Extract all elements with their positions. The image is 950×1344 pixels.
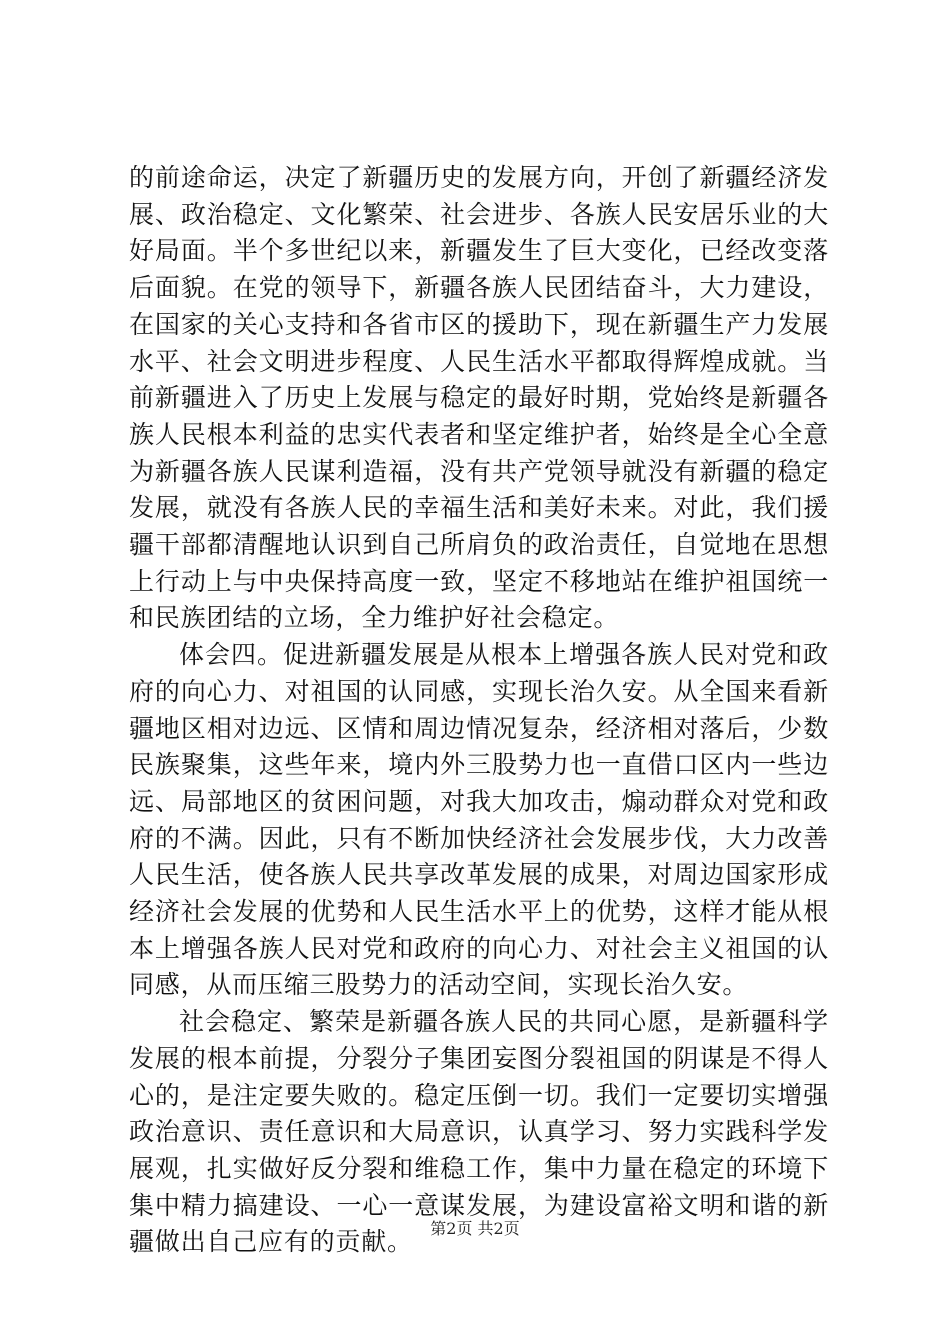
paragraph-insight-four: 体会四。促进新疆发展是从根本上增强各族人民对党和政府的向心力、对祖国的认同感，实现长治久安。从全国来看新疆地区相对边远、区情和周边情况复杂，经济相对落后，少数民族聚集，这些年来，境内外三股势力也一直借口区内一些边远、局部地区的贫困问题，对我大加攻击，煽动群众对党和政府的不满。因此，只有不断加快经济社会发展步伐，大力改善人民生活，使各族人民共享改革发展的成果，对周边国家形成经济社会发展的优势和人民生活水平上的优势，这样才能从根本上增强各族人民对党和政府的向心力、对社会主义祖国的认同感，从而压缩三股势力的活动空间，实现长治久安。 <box>129 640 829 1000</box>
page-number-footer: 第2页 共2页 <box>430 1219 520 1238</box>
paragraph-conclusion: 社会稳定、繁荣是新疆各族人民的共同心愿，是新疆科学发展的根本前提，分裂分子集团妄图分裂祖国的阴谋是不得人心的，是注定要失败的。稳定压倒一切。我们一定要切实增强政治意识、责任意识和大局意识，认真学习、努力实践科学发展观，扎实做好反分裂和维稳工作，集中力量在稳定的环境下集中精力搞建设、一心一意谋发展，为建设富裕文明和谐的新疆做出自己应有的贡献。 <box>129 1007 829 1257</box>
document-body <box>129 160 829 1261</box>
paragraph-continuation: 的前途命运，决定了新疆历史的发展方向，开创了新疆经济发展、政治稳定、文化繁荣、社会进步、各族人民安居乐业的大好局面。半个多世纪以来，新疆发生了巨大变化，已经改变落后面貌。在党的领导下，新疆各族人民团结奋斗，大力建设，在国家的关心支持和各省市区的援助下，现在新疆生产力发展水平、社会文明进步程度、人民生活水平都取得辉煌成就。当前新疆进入了历史上发展与稳定的最好时期，党始终是新疆各族人民根本利益的忠实代表者和坚定维护者，始终是全心全意为新疆各族人民谋利造福，没有共产党领导就没有新疆的稳定发展，就没有各族人民的幸福生活和美好未来。对此，我们援疆干部都清醒地认识到自己所肩负的政治责任，自觉地在思想上行动上与中央保持高度一致，坚定不移地站在维护祖国统一和民族团结的立场，全力维护好社会稳定。 <box>129 163 829 633</box>
